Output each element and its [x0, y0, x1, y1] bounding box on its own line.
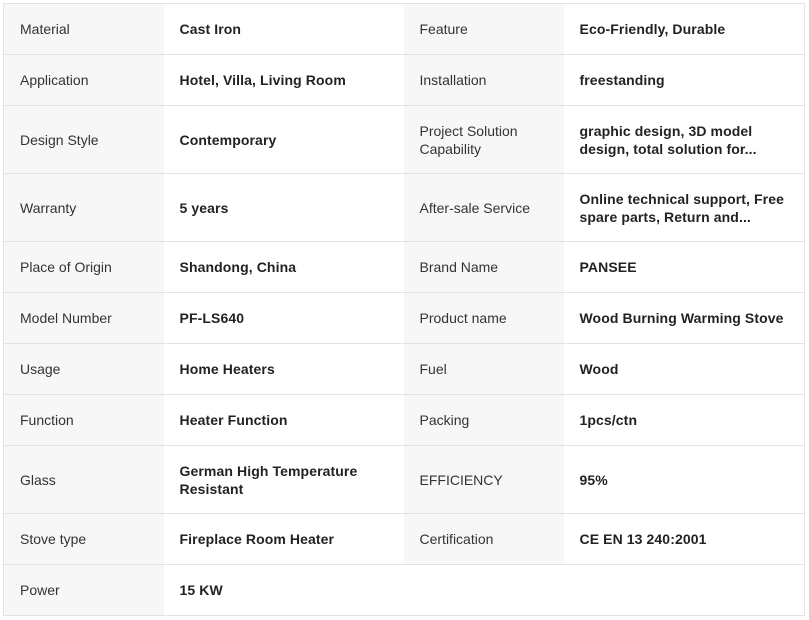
spec-value: Home Heaters	[164, 344, 404, 395]
spec-label: Brand Name	[404, 242, 564, 293]
spec-value: PF-LS640	[164, 293, 404, 344]
spec-row-stove-type	[4, 514, 805, 565]
product-spec-table	[3, 3, 805, 616]
spec-label: Application	[4, 55, 164, 106]
spec-row-glass	[4, 446, 805, 514]
spec-label: EFFICIENCY	[404, 446, 564, 514]
spec-value-text: graphic design, 3D model design, total solution for...	[579, 122, 757, 157]
spec-label: Feature	[404, 4, 564, 55]
spec-value: Hotel, Villa, Living Room	[164, 55, 404, 106]
spec-label: Material	[4, 4, 164, 55]
spec-label: Packing	[404, 395, 564, 446]
spec-row-model-number	[4, 293, 805, 344]
spec-value: CE EN 13 240:2001	[564, 514, 805, 565]
spec-value: Eco-Friendly, Durable	[564, 4, 805, 55]
spec-row-warranty	[4, 174, 805, 242]
spec-value: Cast Iron	[164, 4, 404, 55]
spec-row-material	[4, 4, 805, 55]
spec-label: After-sale Service	[404, 174, 564, 242]
spec-row-place-of-origin	[4, 242, 805, 293]
spec-label: Product name	[404, 293, 564, 344]
spec-value: freestanding	[564, 55, 805, 106]
spec-value: 5 years	[164, 174, 404, 242]
spec-label: Design Style	[4, 106, 164, 174]
spec-value: Contemporary	[164, 106, 404, 174]
spec-label: Installation	[404, 55, 564, 106]
spec-value: Wood	[564, 344, 805, 395]
spec-label: Glass	[4, 446, 164, 514]
spec-label: Stove type	[4, 514, 164, 565]
spec-value: Wood Burning Warming Stove	[564, 293, 805, 344]
spec-label: Fuel	[404, 344, 564, 395]
spec-row-usage	[4, 344, 805, 395]
spec-value-text: Online technical support, Free spare parts, Return and...	[579, 190, 784, 225]
spec-label: Project Solution Capability	[404, 106, 564, 174]
spec-label: Model Number	[4, 293, 164, 344]
spec-value: Shandong, China	[164, 242, 404, 293]
spec-label: Power	[4, 565, 164, 616]
spec-row-application	[4, 55, 805, 106]
spec-value: PANSEE	[564, 242, 805, 293]
spec-label: Certification	[404, 514, 564, 565]
spec-value: 1pcs/ctn	[564, 395, 805, 446]
spec-value: Fireplace Room Heater	[164, 514, 404, 565]
spec-row-design-style	[4, 106, 805, 174]
spec-label: Usage	[4, 344, 164, 395]
spec-value: 95%	[564, 446, 805, 514]
spec-label: Warranty	[4, 174, 164, 242]
spec-value	[564, 174, 805, 242]
empty-cell	[404, 565, 564, 616]
spec-value	[564, 106, 805, 174]
spec-label: Function	[4, 395, 164, 446]
spec-row-function	[4, 395, 805, 446]
empty-cell	[564, 565, 805, 616]
spec-value: 15 KW	[164, 565, 404, 616]
spec-label: Place of Origin	[4, 242, 164, 293]
spec-row-power	[4, 565, 805, 616]
spec-value: German High Temperature Resistant	[164, 446, 404, 514]
spec-value: Heater Function	[164, 395, 404, 446]
